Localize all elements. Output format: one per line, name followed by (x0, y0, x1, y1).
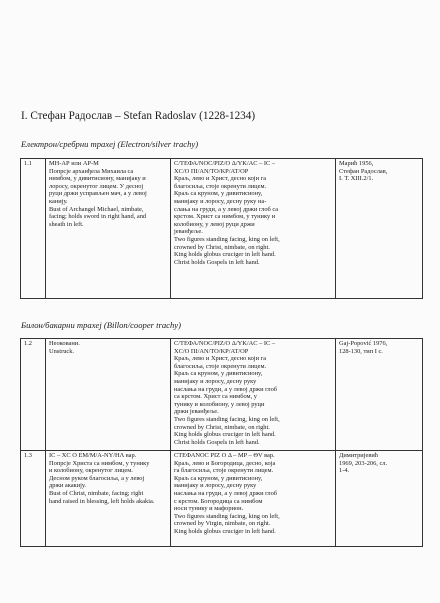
reverse-cell (171, 451, 336, 547)
obverse-cell (46, 451, 171, 547)
text-line: Bust of Archangel Michael, nimbate, (49, 205, 144, 213)
section-title-billon: Билон/бакарни трахеј (Billon/cooper trachy) (21, 320, 181, 330)
text-line: 1969, 203-206, сл. (339, 459, 388, 467)
text-line: Two figures standing facing, king on left, (174, 415, 280, 423)
text-line: и колобиону, окренутог лицем. (49, 467, 133, 475)
row-number: 1.1 (24, 160, 32, 167)
text-line: Десном руком благосиља, а у левој (49, 474, 145, 482)
text-line: Two figures standing facing, king on left, (174, 512, 280, 520)
text-line: C/ТЕФА/NOC/PIZ/O Δ/YK/AC – IC – (174, 160, 276, 167)
section-title-electron: Електрон/сребрни трахеј (Electron/silver trachy) (21, 139, 199, 149)
text-line: Christ holds Gospels in left hand. (174, 258, 260, 266)
table-row (21, 451, 423, 547)
obverse-cell (46, 339, 171, 451)
text-line: XC/O ΠI/AN/TO/KP/AT/OP (174, 167, 249, 175)
text-line: Краљ, лево и Христ, десно који га (174, 175, 267, 183)
reference-cell (336, 159, 423, 299)
text-line: I. Т. XIII.2/1. (339, 175, 374, 183)
text-line: тунику и колобиону, у левој руци (174, 400, 265, 408)
row-number-cell (21, 159, 46, 299)
text-line: држи акакију. (49, 482, 87, 490)
text-line: носи тунику и мафорион. (174, 505, 244, 513)
text-line: Gaj-Popović 1976, (339, 340, 388, 347)
text-line: King holds globus cruciger in left hand. (174, 431, 276, 439)
text-line: C/ТЕФА/NOC/PIZ/O Δ/YK/AC – IC – (174, 340, 276, 347)
text-line: МН-АР или АР-М (49, 160, 99, 167)
text-line: Краљ са круном, у дивитисиону, (174, 474, 263, 482)
text-line: Димитријевић (339, 452, 378, 459)
text-line: crowned by Christ, nimbate, on right. (174, 243, 270, 251)
coin-table-electron (20, 158, 423, 299)
reference-cell (336, 339, 423, 451)
text-line: Краљ, лево и Богородица, десно, која (174, 459, 276, 467)
text-line: лоросу, окренутог лицем. У десној (49, 182, 144, 190)
text-line: 128-130, тип I с. (339, 347, 383, 355)
text-line: Unstruck. (49, 347, 75, 355)
text-line: Марић 1956, (339, 160, 374, 167)
text-line: Two figures standing facing, king on left, (174, 235, 280, 243)
text-line: Краљ са круном, у дивитисиону, (174, 190, 263, 198)
text-line: crowned by Virgin, nimbate, on right. (174, 520, 271, 528)
text-line: King holds globus cruciger in left hand. (174, 251, 276, 259)
text-line: благосиља, стоје окренути лицем. (174, 362, 267, 370)
table-row (21, 159, 423, 299)
text-line: манијаку и лоросу, десну руку на- (174, 197, 267, 205)
text-line: канију. (49, 197, 68, 205)
text-line: јеванђеље. (174, 228, 203, 236)
row-number: 1.2 (24, 340, 32, 347)
text-line: 1-4. (339, 467, 350, 475)
text-line: крстом. Христ са нимбом, у тунику и (174, 213, 276, 221)
reference-cell (336, 451, 423, 547)
text-line: sheath in left. (49, 220, 84, 228)
text-line: слања на груди, а у левој држи глоб са (174, 205, 279, 213)
text-line: га благосиља, стоје окренути лицем. (174, 467, 274, 475)
table-row (21, 339, 423, 451)
text-line: руци држи усправљен мач, а у левој (49, 190, 147, 198)
text-line: Неоковани. (49, 340, 80, 347)
obverse-cell (46, 159, 171, 299)
text-line: Краљ са круном, у дивитисиону, (174, 370, 263, 378)
text-line: благосиља, стоје окренути лицем. (174, 182, 267, 190)
row-number-cell (21, 451, 46, 547)
text-line: СТЕФАNOC PIZ O Δ – MP – ΘV вар. (174, 452, 275, 459)
text-line: наслања на груди, а у левој држи глоб (174, 489, 278, 497)
text-line: манијаку и лоросу, десну руку (174, 482, 257, 490)
text-line: King holds globus cruciger in left hand. (174, 527, 276, 535)
text-line: IC – XC O ΕΜ/Μ/Α-ΝΥ/ΗΛ вар. (49, 452, 137, 459)
text-line: с крстом. Богородица са нимбом (174, 497, 263, 505)
text-line: наслања на груди, а у левој држи глоб (174, 385, 278, 393)
reverse-cell (171, 159, 336, 299)
text-line: манијаку и лоросу, десну руку (174, 377, 257, 385)
text-line: Попрсје Христа са нимбом, у тунику (49, 459, 150, 467)
text-line: Попрсје арханђела Михаила са (49, 167, 134, 175)
text-line: са крстом. Христ са нимбом, у (174, 393, 257, 401)
text-line: XC/O ΠI/AN/TO/KP/AT/OP (174, 347, 249, 355)
text-line: hand raised in blessing, left holds akakia. (49, 497, 155, 505)
reverse-cell (171, 339, 336, 451)
row-number-cell (21, 339, 46, 451)
text-line: Christ holds Gospels in left hand. (174, 438, 260, 446)
text-line: колобиону, у левој руци држи (174, 220, 255, 228)
text-line: Bust of Christ, nimbate, facing; right (49, 489, 144, 497)
coin-table-billon (20, 338, 423, 547)
text-line: Краљ, лево и Христ, десно који га (174, 355, 267, 363)
row-number: 1.3 (24, 452, 32, 459)
text-line: Стефан Радослав, (339, 167, 388, 175)
text-line: нимбом, у дивитисиону, манијаку и (49, 175, 146, 183)
text-line: crowned by Christ, nimbate, on right. (174, 423, 270, 431)
chapter-heading: I. Стефан Радослав – Stefan Radoslav (1228-1234) (21, 110, 256, 122)
text-line: facing; holds sword in right hand, and (49, 213, 147, 221)
text-line: држи јеванђеље. (174, 408, 219, 416)
